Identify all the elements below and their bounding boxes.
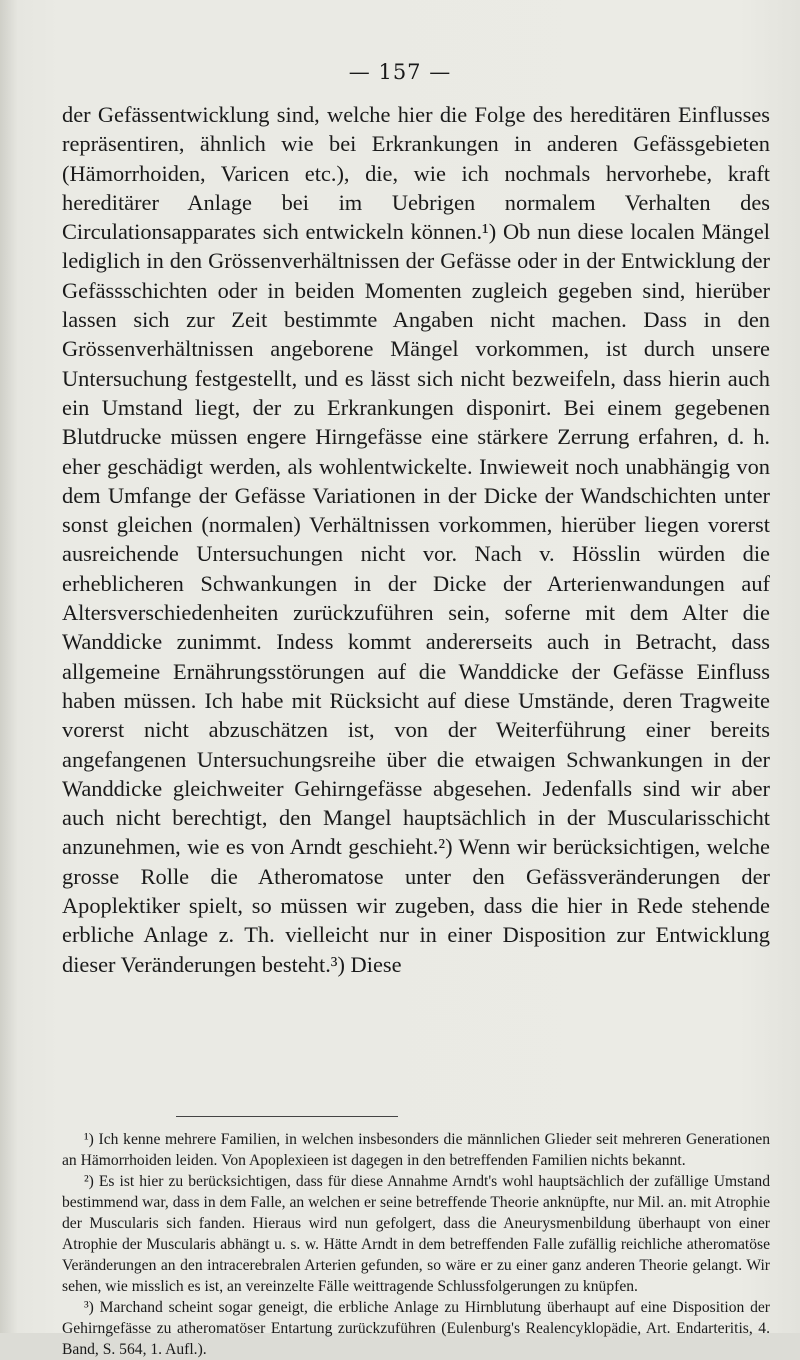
- body-paragraph: der Gefässentwicklung sind, welche hier die Folge des hereditären Einflusses repräsentiren, ähnlich wie bei Erkrankungen in anderen Gefässgebieten (Hämorrhoiden, Varicen etc.), die, wie ich nochmals hervorhebe, kraft hereditärer Anlage bei im Uebrigen normalem Verhalten des Circulationsapparates sich entwickeln können.¹) Ob nun diese localen Mängel lediglich in den Grössenverhältnissen der Gefässe oder in der Entwicklung der Gefässschichten oder in beiden Momenten zugleich gegeben sind, hierüber lassen sich zur Zeit bestimmte Angaben nicht machen. Dass in den Grössenverhältnissen angeborene Mängel vorkommen, ist durch unsere Untersuchung festgestellt, und es lässt sich nicht bezweifeln, dass hierin auch ein Umstand liegt, der zu Erkrankungen disponirt. Bei einem gegebenen Blutdrucke müssen engere Hirngefässe eine stärkere Zerrung erfahren, d. h. eher geschädigt werden, als wohlentwickelte. Inwieweit noch unabhängig von dem Umfange der Gefässe Variationen in der Dicke der Wandschichten unter sonst gleichen (normalen) Verhältnissen vorkommen, hierüber liegen vorerst ausreichende Untersuchungen nicht vor. Nach v. Hösslin würden die erheblicheren Schwankungen in der Dicke der Arterienwandungen auf Altersverschiedenheiten zurückzuführen sein, soferne mit dem Alter die Wanddicke zunimmt. Indess kommt andererseits auch in Betracht, dass allgemeine Ernährungsstörungen auf die Wanddicke der Gefässe Einfluss haben müssen. Ich habe mit Rücksicht auf diese Umstände, deren Tragweite vorerst nicht abzuschätzen ist, von der Weiterführung einer bereits angefangenen Untersuchungsreihe über die etwaigen Schwankungen in der Wanddicke gleichweiter Gehirngefässe abgesehen. Jedenfalls sind wir aber auch nicht berechtigt, den Mangel hauptsächlich in der Muscularisschicht anzunehmen, wie es von Arndt geschieht.²) Wenn wir berücksichtigen, welche grosse Rolle die Atheromatose unter den Gefässveränderungen der Apoplektiker spielt, so müssen wir zugeben, dass die hier in Rede stehende erbliche Anlage z. Th. vielleicht nur in einer Disposition zur Entwicklung dieser Veränderungen besteht.³) Diese: [62, 102, 770, 977]
- footnote-2: ²) Es ist hier zu berücksichtigen, dass für diese Annahme Arndt's wohl hauptsächlich der zufällige Umstand bestimmend war, dass in dem Falle, an welchen er seine betreffende Theorie anknüpfte, nur Mil. an. mit Atrophie der Muscularis sich fanden. Hieraus wird nun gefolgert, dass die Aneurysmenbildung überhaupt von einer Atrophie der Muscularis abhängt u. s. w. Hätte Arndt in dem betreffenden Falle zufällig reichliche atheromatöse Veränderungen an den intracerebralen Arterien gefunden, so wäre er zu einer ganz anderen Theorie gelangt. Wir sehen, wie misslich es ist, an vereinzelte Fälle weittragende Schlussfolgerungen zu knüpfen.: [62, 1173, 770, 1295]
- footnote-separator: [176, 1116, 398, 1117]
- footnote-3: ³) Marchand scheint sogar geneigt, die erbliche Anlage zu Hirnblutung überhaupt auf eine Disposition der Gehirngefässe zu atheromatöser Entartung zurückzuführen (Eulenburg's Realencyklopädie, Art. Endarteritis, 4. Band, S. 564, 1. Aufl.).: [62, 1299, 770, 1358]
- body-text-block: [62, 100, 770, 979]
- footnote-1: ¹) Ich kenne mehrere Familien, in welchen insbesonders die männlichen Glieder seit mehreren Generationen an Hämorrhoiden leiden. Von Apoplexieen ist dagegen in den betreffenden Familien nichts bekannt.: [62, 1131, 770, 1169]
- page-number: — 157 —: [348, 60, 452, 84]
- footnotes: [62, 1129, 770, 1360]
